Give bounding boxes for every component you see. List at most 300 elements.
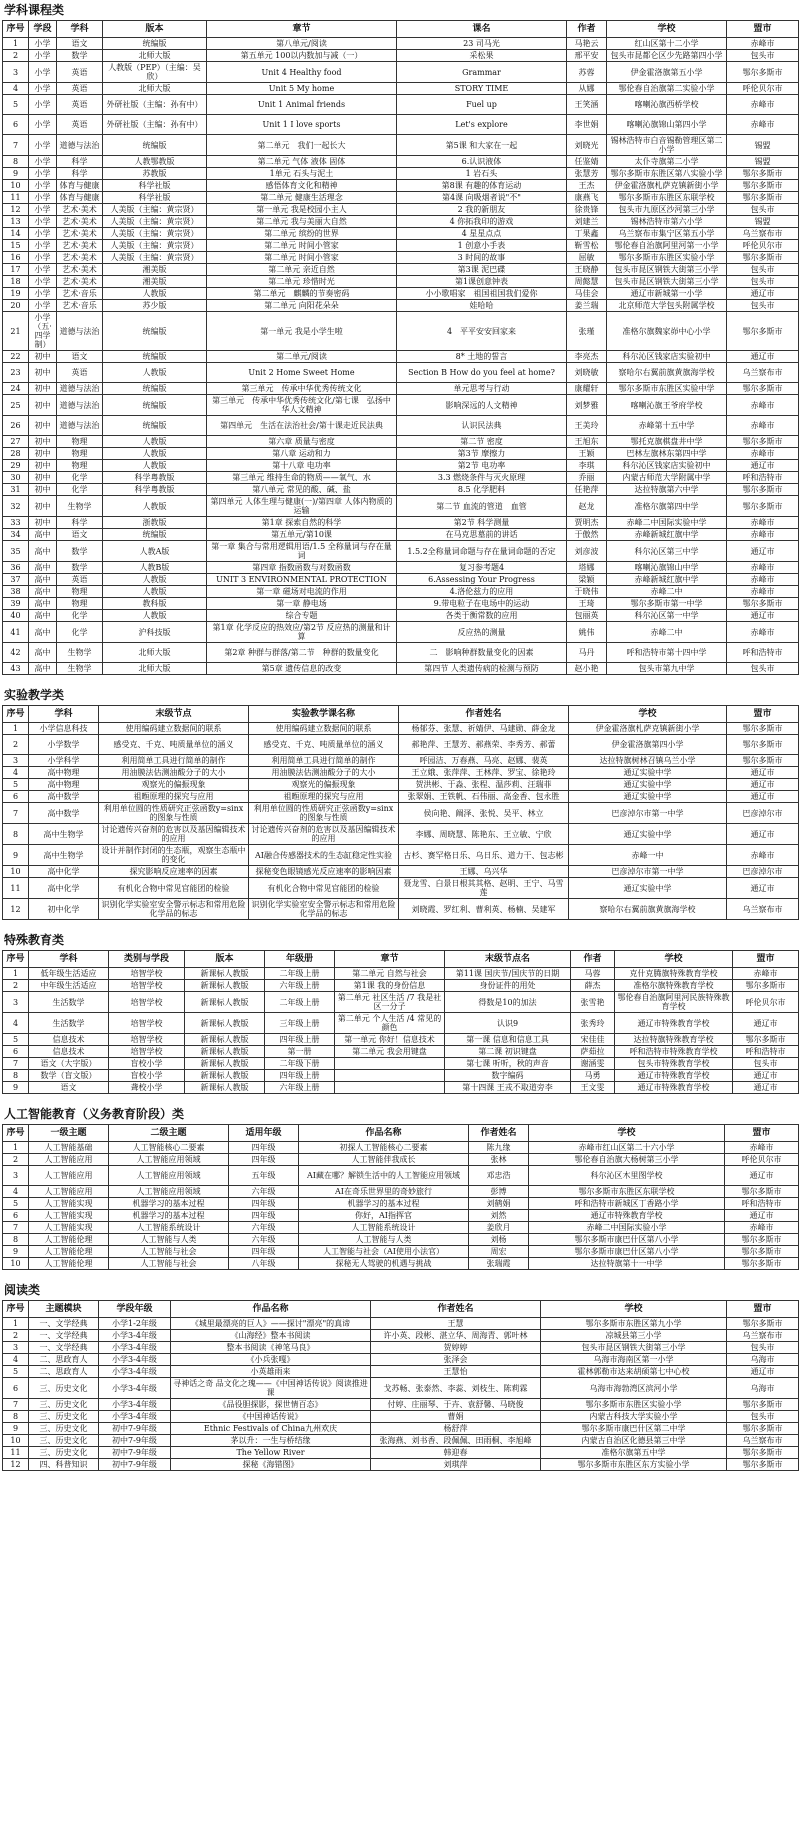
table-row <box>3 622 799 643</box>
table-cell: 艺术·美术 <box>57 228 103 240</box>
subject-courses-table <box>2 20 799 675</box>
table-cell: 认识民法典 <box>397 416 567 436</box>
table-cell: 鄂尔多斯市东胜区东联学校 <box>607 192 727 204</box>
table-cell: 赤峰市 <box>725 1222 799 1234</box>
table-cell: 鄂尔多斯市 <box>727 723 799 735</box>
table-cell: 7 <box>3 135 29 156</box>
table-cell: 通辽市 <box>727 767 799 779</box>
table-cell: 语文（大字版） <box>29 1058 109 1070</box>
table-cell: Unit 1 I love sports <box>207 115 397 135</box>
table-cell: 第二单元 我会用键盘 <box>335 1046 445 1058</box>
table-cell: 37 <box>3 574 29 586</box>
table-cell: 鄂尔多斯市 <box>725 1246 799 1258</box>
table-cell: 数学 <box>57 541 103 562</box>
table-cell: 乔丽 <box>567 472 607 484</box>
table-cell: 高中 <box>29 574 57 586</box>
table-cell: 19 <box>3 288 29 300</box>
table-cell: 第5章 遗传信息的改变 <box>207 663 397 675</box>
table-row <box>3 383 799 395</box>
table-cell: 人美版（主编：黄宗贤） <box>103 252 207 264</box>
table-cell: 赤峰市 <box>727 574 799 586</box>
column-header: 作者姓名 <box>371 1301 541 1318</box>
table-cell: 包头市 <box>727 204 799 216</box>
table-cell: Let's explore <box>397 115 567 135</box>
table-row <box>3 1198 799 1210</box>
document-page <box>2 0 798 1481</box>
table-cell: 信息技术 <box>29 1046 109 1058</box>
table-cell: 统编版 <box>103 416 207 436</box>
table-cell: 初中 <box>29 351 57 363</box>
column-header: 章节 <box>335 951 445 968</box>
table-cell: 赤峰市 <box>727 448 799 460</box>
table-cell: 23 司马光 <box>397 38 567 50</box>
table-cell: 包头市 <box>727 300 799 312</box>
table-cell: 第1课 我的身份信息 <box>335 980 445 992</box>
table-cell: 小学 <box>29 300 57 312</box>
table-cell: 2 我的新朋友 <box>397 204 567 216</box>
table-cell: 刘彦波 <box>567 541 607 562</box>
table-cell: 高中 <box>29 643 57 663</box>
table-cell: 康耀轩 <box>567 383 607 395</box>
table-cell: 6.认识液体 <box>397 156 567 168</box>
table-cell: 人美版（主编：黄宗贤） <box>103 216 207 228</box>
table-cell: 北师大版 <box>103 643 207 663</box>
column-header: 年级册 <box>265 951 335 968</box>
table-cell: 包头市 <box>727 276 799 288</box>
table-cell: 伊金霍洛旗札萨克镇新街小学 <box>569 723 727 735</box>
table-cell: 高中 <box>29 610 57 622</box>
table-cell: 马佳会 <box>567 288 607 300</box>
table-cell: 准格尔旗特殊教育学校 <box>615 980 733 992</box>
table-cell: 第1章 化学反应的热效应/第2节 反应热的测量和计算 <box>207 622 397 643</box>
table-cell: 通辽市 <box>727 288 799 300</box>
table-cell: 统编版 <box>103 135 207 156</box>
table-cell: 鄂尔多斯市东胜区实验中学 <box>607 383 727 395</box>
table-cell: 数学（盲文版） <box>29 1070 109 1082</box>
section-spacer <box>2 675 798 685</box>
table-cell: 锡盟 <box>727 156 799 168</box>
column-header: 主题模块 <box>29 1301 99 1318</box>
table-cell: 初探人工智能核心二要素 <box>299 1142 469 1154</box>
table-cell: 小学 <box>29 252 57 264</box>
table-cell: 鄂尔多斯市 <box>727 1459 799 1471</box>
table-cell: 初中7-9年级 <box>99 1447 171 1459</box>
table-cell: 二 影响种群数量变化的因素 <box>397 643 567 663</box>
table-cell: 鄂尔多斯市 <box>727 1423 799 1435</box>
table-cell: 1 岩石头 <box>397 168 567 180</box>
table-cell: 2 <box>3 980 29 992</box>
table-cell: 高中 <box>29 541 57 562</box>
table-cell: 机器学习的基本过程 <box>109 1198 229 1210</box>
table-cell: 赤峰新城红旗中学 <box>607 529 727 541</box>
table-row <box>3 824 799 845</box>
table-cell: 探秘无人驾驶的机遇与挑战 <box>299 1258 469 1270</box>
table-cell: 通辽市特殊教育学校 <box>529 1210 725 1222</box>
table-cell: 鄂尔多斯市 <box>727 62 799 83</box>
table-cell: 第一单元 我是校园小主人 <box>207 204 397 216</box>
table-cell: 1 <box>3 1142 29 1154</box>
table-cell: 物理 <box>57 598 103 610</box>
table-row <box>3 1222 799 1234</box>
table-cell: 张海燕、刘书香、段佩佩、田雨桐、李旭峰 <box>371 1435 541 1447</box>
table-cell: 小学 <box>29 216 57 228</box>
table-cell: 赤峰第十五中学 <box>607 416 727 436</box>
table-cell: 锡林浩特市白音锡勒管理区第二小学 <box>607 135 727 156</box>
table-cell: 察哈尔右翼前旗黄旗海学校 <box>607 363 727 383</box>
table-cell: 艺术·美术 <box>57 252 103 264</box>
table-cell: 四年级 <box>229 1210 299 1222</box>
table-header-row <box>3 1301 799 1318</box>
table-cell: 数学 <box>57 50 103 62</box>
column-header: 序号 <box>3 1301 29 1318</box>
table-cell: 喀喇沁旗王爷府学校 <box>607 395 727 416</box>
table-cell: 四年级上册 <box>265 1034 335 1046</box>
table-row <box>3 1411 799 1423</box>
table-cell: 乌兰察布市 <box>727 363 799 383</box>
table-cell: 人工智能伴我成长 <box>299 1154 469 1166</box>
table-cell: 鄂尔多斯市东胜区第九小学 <box>541 1318 727 1330</box>
table-row <box>3 899 799 920</box>
table-cell: 认识9 <box>445 1013 571 1034</box>
table-cell: 36 <box>3 562 29 574</box>
table-cell: 43 <box>3 663 29 675</box>
table-row <box>3 663 799 675</box>
table-cell: 4.洛伦兹力的应用 <box>397 586 567 598</box>
column-header: 版本 <box>103 21 207 38</box>
table-cell: 小小歌唱家 祖国祖国我们爱你 <box>397 288 567 300</box>
table-cell: 王旭东 <box>567 436 607 448</box>
table-cell: 王美玲 <box>567 416 607 436</box>
table-cell: 9 <box>3 1423 29 1435</box>
table-cell: 赤峰市 <box>727 529 799 541</box>
table-cell: 数学 <box>57 562 103 574</box>
table-cell: 达拉特旗特殊教育学校 <box>615 1034 733 1046</box>
table-cell: AI藏在哪？解锁生活中的人工智能应用领域 <box>299 1166 469 1186</box>
table-cell: 李亮杰 <box>567 351 607 363</box>
table-cell: 人美版（主编：黄宗贤） <box>103 228 207 240</box>
table-cell: 三、历史文化 <box>29 1435 99 1447</box>
table-cell: 物理 <box>57 436 103 448</box>
table-cell: 生物学 <box>57 643 103 663</box>
table-cell: 北师大版 <box>103 50 207 62</box>
table-cell: 姜兰瑞 <box>567 300 607 312</box>
table-cell: 鄂尔多斯市 <box>725 1258 799 1270</box>
table-cell: 人美版（主编：黄宗贤） <box>103 240 207 252</box>
table-row <box>3 735 799 755</box>
table-row <box>3 228 799 240</box>
table-cell: 二年级上册 <box>265 992 335 1013</box>
table-cell: 通辽实验中学 <box>569 824 727 845</box>
column-header: 版本 <box>185 951 265 968</box>
table-cell: 第二单元 向阳花朵朵 <box>207 300 397 312</box>
table-cell: Fuel up <box>397 95 567 115</box>
table-cell: 第四单元 生活在法治社会/第十课走近民法典 <box>207 416 397 436</box>
table-cell: 小学3-4年级 <box>99 1330 171 1342</box>
table-header-row <box>3 21 799 38</box>
table-cell: 刘晓光 <box>567 135 607 156</box>
table-cell: 8* 土地的誓言 <box>397 351 567 363</box>
table-row <box>3 610 799 622</box>
experiment-teaching-table <box>2 705 799 920</box>
table-cell: 鄂尔多斯市 <box>727 1447 799 1459</box>
table-cell: 道德与法治 <box>57 395 103 416</box>
table-cell: 通辽市 <box>727 779 799 791</box>
table-cell: 培智学校 <box>109 992 185 1013</box>
table-cell: 包头市 <box>733 1058 799 1070</box>
table-cell: 第四节 人类遗传病的检测与预防 <box>397 663 567 675</box>
table-cell: 小学 <box>29 168 57 180</box>
table-row <box>3 395 799 416</box>
table-row <box>3 1330 799 1342</box>
table-cell: 语文 <box>57 351 103 363</box>
table-cell: 鄂伦春自治旗大杨树第三小学 <box>529 1154 725 1166</box>
table-cell: 40 <box>3 610 29 622</box>
table-row <box>3 1258 799 1270</box>
table-cell: 四、科普知识 <box>29 1459 99 1471</box>
table-row <box>3 156 799 168</box>
table-cell: 通辽市新城第一小学 <box>607 288 727 300</box>
table-cell: 小学 <box>29 38 57 50</box>
table-cell: 第2章 种群与群落/第二节 种群的数量变化 <box>207 643 397 663</box>
table-cell: 鄂伦春自治旗阿里河民族特殊教育学校 <box>615 992 733 1013</box>
table-cell: 5 <box>3 779 29 791</box>
table-cell: 喀喇沁旗西桥学校 <box>607 95 727 115</box>
column-header: 序号 <box>3 1125 29 1142</box>
table-cell: 小学科学 <box>29 755 99 767</box>
table-cell: 人工智能伦理 <box>29 1234 109 1246</box>
table-cell: 通辽实验中学 <box>569 878 727 899</box>
table-cell: 第二单元 社区生活 /7 我是社区一分子 <box>335 992 445 1013</box>
table-cell: 第1章 探索自然的科学 <box>207 517 397 529</box>
table-cell: 娃哈哈 <box>397 300 567 312</box>
table-cell: 感受克、千克、吨质量单位的涵义 <box>99 735 249 755</box>
column-header: 作品名称 <box>171 1301 371 1318</box>
table-cell: 《城里最漂亮的巨人》——探讨"漂亮"的真谛 <box>171 1318 371 1330</box>
table-cell: 人工智能系统设计 <box>109 1222 229 1234</box>
table-cell: 科尔沁区钱家店实验初中 <box>607 351 727 363</box>
table-cell: 萨茹拉 <box>571 1046 615 1058</box>
table-cell: 初中7-9年级 <box>99 1435 171 1447</box>
table-cell: 第一课 信息和信息工具 <box>445 1034 571 1046</box>
table-row <box>3 517 799 529</box>
section-spacer <box>2 1471 798 1481</box>
table-cell: 3.3 燃烧条件与灭火原理 <box>397 472 567 484</box>
table-cell: 13 <box>3 216 29 228</box>
table-cell: 马艳云 <box>567 38 607 50</box>
table-cell: 通辽市 <box>727 1366 799 1378</box>
table-cell: 任艳萍 <box>567 484 607 496</box>
table-cell: 物理 <box>57 586 103 598</box>
column-header: 类别与学段 <box>109 951 185 968</box>
table-cell: 鄂尔多斯市康巴什区第二中学 <box>541 1423 727 1435</box>
table-cell: 包头市九原区沙河第三小学 <box>607 204 727 216</box>
table-cell: 乌兰察布市集宁区第五小学 <box>607 228 727 240</box>
table-cell: 人工智能应用领域 <box>109 1186 229 1198</box>
table-cell: 《品役胆探影，探世情百态》 <box>171 1399 371 1411</box>
table-cell: 二年级上册 <box>265 968 335 980</box>
table-cell: 人教版 <box>103 436 207 448</box>
table-cell: 小学 <box>29 276 57 288</box>
table-cell: 呼和浩特市 <box>727 643 799 663</box>
table-row <box>3 276 799 288</box>
table-cell: 26 <box>3 416 29 436</box>
table-cell: 初中 <box>29 363 57 383</box>
table-cell: 茅以升：一生与桥结缘 <box>171 1435 371 1447</box>
table-cell: 赤峰二中 <box>607 622 727 643</box>
table-row <box>3 83 799 95</box>
table-cell: 第一单元 你好！信息技术 <box>335 1034 445 1046</box>
special-education-section-title: 特殊教育类 <box>4 933 65 947</box>
table-cell: 化学 <box>57 622 103 643</box>
table-cell: 第4课 向吸烟者说"不" <box>397 192 567 204</box>
table-cell: 二、思政育人 <box>29 1354 99 1366</box>
table-row <box>3 50 799 62</box>
table-cell: 高中 <box>29 622 57 643</box>
table-cell: 邓忠浩 <box>469 1166 529 1186</box>
table-cell: 小英雄雨来 <box>171 1366 371 1378</box>
table-cell: 9 <box>3 1082 29 1094</box>
column-header: 学段 <box>29 21 57 38</box>
table-cell: 第三单元 传承中华优秀传统文化 <box>207 383 397 395</box>
table-cell: 鄂尔多斯市 <box>727 1318 799 1330</box>
table-cell: 初中 <box>29 496 57 517</box>
table-cell: 李世娟 <box>567 115 607 135</box>
table-cell: 通辽实验中学 <box>569 767 727 779</box>
table-cell: 苏教版 <box>103 168 207 180</box>
table-cell: 培智学校 <box>109 1046 185 1058</box>
table-cell: 用油膜法估测油酸分子的大小 <box>249 767 399 779</box>
table-cell: 语文 <box>57 38 103 50</box>
table-cell: 王娜、乌兴华 <box>399 866 569 878</box>
table-cell: 乌海市 <box>727 1378 799 1399</box>
table-cell: 体育与健康 <box>57 180 103 192</box>
table-cell: 第2节 科学测量 <box>397 517 567 529</box>
table-cell: 新课标人教版 <box>185 968 265 980</box>
table-header-row <box>3 706 799 723</box>
table-cell: 马丹 <box>567 643 607 663</box>
table-cell: 统编版 <box>103 351 207 363</box>
table-cell: 包头市 <box>727 663 799 675</box>
table-cell: 9 <box>3 845 29 866</box>
section-spacer <box>2 920 798 930</box>
table-row <box>3 1399 799 1411</box>
table-cell: 乌海市海勃湾区滨河小学 <box>541 1378 727 1399</box>
table-row <box>3 1034 799 1046</box>
table-row <box>3 115 799 135</box>
table-cell: 通辽市 <box>727 878 799 899</box>
table-cell: 锡盟 <box>727 135 799 156</box>
table-cell: 机器学习的基本过程 <box>109 1210 229 1222</box>
table-cell: Unit 2 Home Sweet Home <box>207 363 397 383</box>
table-row <box>3 574 799 586</box>
table-cell: 四年级 <box>229 1142 299 1154</box>
table-cell: 三、历史文化 <box>29 1399 99 1411</box>
table-cell: 王杰 <box>567 180 607 192</box>
table-cell: 低年级生活适应 <box>29 968 109 980</box>
table-cell: 二、思政育人 <box>29 1366 99 1378</box>
table-cell: 杨郁芬、张慧、祈婧伊、马建勋、薛金龙 <box>399 723 569 735</box>
table-cell: 马蓉 <box>571 968 615 980</box>
table-cell: 人教鄂教版 <box>103 156 207 168</box>
table-cell: The Yellow River <box>171 1447 371 1459</box>
table-cell: 呼和浩特市第十四中学 <box>607 643 727 663</box>
table-cell: 人教版 <box>103 586 207 598</box>
column-header: 作品名称 <box>299 1125 469 1142</box>
table-row <box>3 1378 799 1399</box>
table-cell: 小学3-4年级 <box>99 1399 171 1411</box>
table-cell: 北师大版 <box>103 663 207 675</box>
table-cell: 赤峰一中 <box>569 845 727 866</box>
section-spacer <box>2 1094 798 1104</box>
table-cell: 任鉴婧 <box>567 156 607 168</box>
table-cell: 高中化学 <box>29 866 99 878</box>
table-cell: 英语 <box>57 115 103 135</box>
table-cell: 包头市 <box>727 1411 799 1423</box>
table-row <box>3 448 799 460</box>
table-cell: 鄂尔多斯市 <box>727 496 799 517</box>
table-row <box>3 1447 799 1459</box>
table-cell: 呼伦贝尔市 <box>727 240 799 252</box>
table-cell: 人工智能应用 <box>29 1186 109 1198</box>
table-cell: 通辽市 <box>725 1166 799 1186</box>
table-cell: 鄂尔多斯市 <box>727 168 799 180</box>
table-cell: 通辽市 <box>727 460 799 472</box>
reading-section-title: 阅读类 <box>4 1283 41 1297</box>
table-cell: 人工智能实现 <box>29 1222 109 1234</box>
table-cell: 鄂尔多斯市 <box>733 1034 799 1046</box>
table-row <box>3 472 799 484</box>
table-cell: 初中 <box>29 448 57 460</box>
table-cell: 第八章 运动和力 <box>207 448 397 460</box>
table-row <box>3 252 799 264</box>
table-cell: 鄂尔多斯市 <box>725 1186 799 1198</box>
table-cell: 利用单位圆的性质研究正弦函数y=sinx的图象与性质 <box>99 803 249 824</box>
table-cell: 通辽市 <box>725 1210 799 1222</box>
table-cell: 科学 <box>57 517 103 529</box>
table-cell: 古杉、赛罕格日乐、乌日乐、道力干、包志彬 <box>399 845 569 866</box>
table-cell: 王笑涵 <box>567 95 607 115</box>
column-header: 章节 <box>207 21 397 38</box>
table-cell: 12 <box>3 1459 29 1471</box>
table-cell: 统编版 <box>103 395 207 416</box>
table-cell: 巴彦淖尔市 <box>727 866 799 878</box>
table-row <box>3 980 799 992</box>
table-cell: 巴彦淖尔市第一中学 <box>569 866 727 878</box>
table-cell: 统编版 <box>103 383 207 395</box>
table-cell: 小学3-4年级 <box>99 1378 171 1399</box>
table-cell: 新课标人教版 <box>185 992 265 1013</box>
table-cell: 徐贵锋 <box>567 204 607 216</box>
table-row <box>3 791 799 803</box>
table-cell: 赤峰市 <box>733 968 799 980</box>
table-cell: 使用编码建立数据间的联系 <box>99 723 249 735</box>
table-cell: 利用简单工具进行简单的制作 <box>249 755 399 767</box>
table-cell: 统编版 <box>103 529 207 541</box>
table-row <box>3 968 799 980</box>
table-cell: 鄂尔多斯市东胜区实验小学 <box>541 1399 727 1411</box>
table-cell: 艺术·美术 <box>57 276 103 288</box>
table-cell: 人工智能基础 <box>29 1142 109 1154</box>
table-cell: 包头市昆区钢铁大街第三小学 <box>607 276 727 288</box>
table-cell: 整本书阅读《神笔马良》 <box>171 1342 371 1354</box>
table-cell: 8 <box>3 1070 29 1082</box>
table-cell: 赤峰市 <box>727 586 799 598</box>
table-cell: 喀喇沁旗锦山中学 <box>607 562 727 574</box>
table-cell: 鄂尔多斯市 <box>727 192 799 204</box>
table-cell: 28 <box>3 448 29 460</box>
table-cell: 鄂尔多斯市 <box>727 180 799 192</box>
table-row <box>3 866 799 878</box>
